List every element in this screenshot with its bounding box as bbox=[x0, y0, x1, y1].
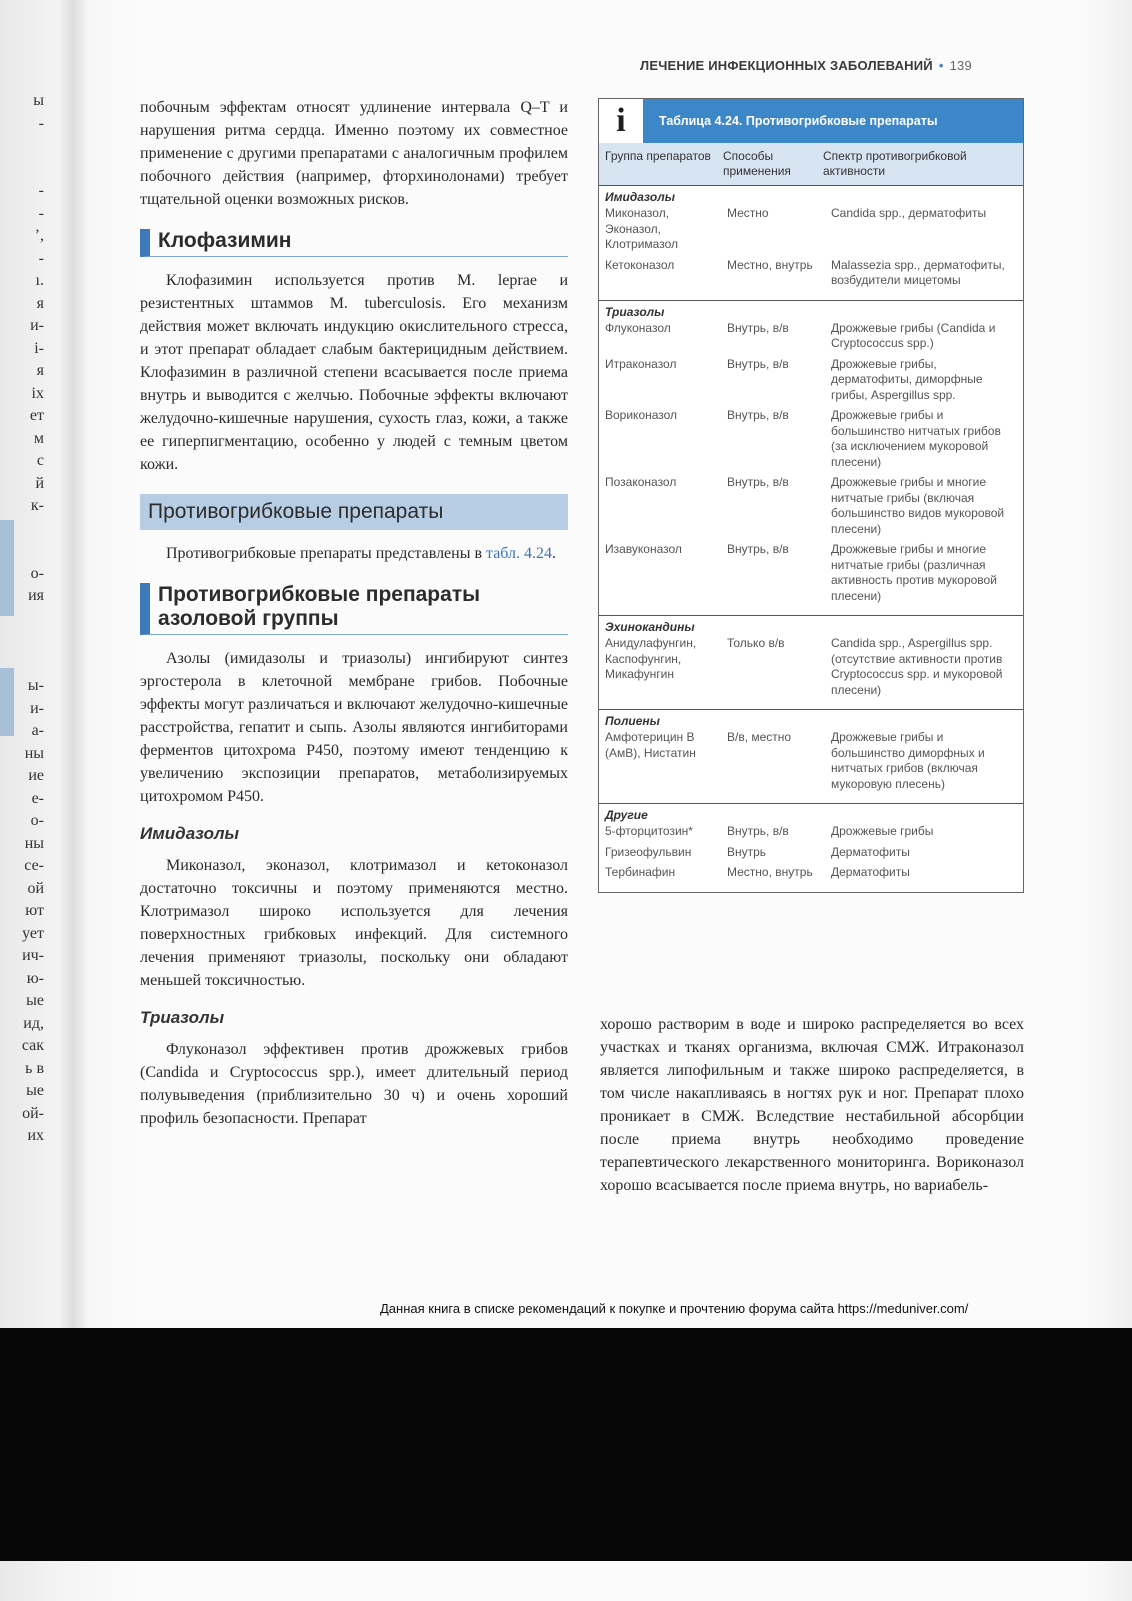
table-title-bar bbox=[599, 99, 1023, 143]
table-cell-spectrum: Дрожжевые грибы и большинство диморфных и нитчатых грибов (включая мукоровую плесень) bbox=[831, 730, 985, 791]
edge-text-fragment: сак bbox=[21, 1037, 44, 1054]
edge-text-fragment: ны bbox=[24, 744, 44, 762]
edge-text-fragment bbox=[0, 653, 44, 676]
edge-text-fragment: - bbox=[38, 249, 44, 267]
table-row bbox=[605, 408, 1017, 470]
right-text-column bbox=[600, 1013, 1024, 1197]
table-row bbox=[605, 865, 1017, 881]
table-cell-route: Внутрь, в/в bbox=[727, 542, 789, 556]
table-group bbox=[599, 301, 1023, 617]
edge-text-fragment: я bbox=[36, 294, 44, 312]
table-group-name: Триазолы bbox=[605, 304, 665, 319]
table-group bbox=[599, 710, 1023, 804]
edge-text-fragment: ич- bbox=[22, 947, 44, 964]
edge-text-fragment: их bbox=[27, 1127, 44, 1144]
edge-text-fragment: ы bbox=[33, 92, 44, 109]
table-row bbox=[605, 636, 1017, 698]
azoles-paragraph: Азолы (имидазолы и триазолы) ингибируют синтез эргостерола в клеточной мембране грибов. Побочные эффекты могут различаться и включают желудочно-кишечные расстройства, гепатит и сыпь. Азолы являются ингибиторами ферментов цитохрома P450, поэтому имеют тенденцию к увеличению экспозиции препаратов, метаболизируемых цитохромом P450. bbox=[140, 650, 568, 805]
edge-text-fragment: й bbox=[35, 474, 44, 492]
edge-text-fragment: с bbox=[36, 452, 44, 469]
edge-text-fragment: - bbox=[38, 204, 44, 222]
table-title: Таблица 4.24. Противогрибковые препараты bbox=[659, 114, 938, 128]
edge-text-fragment: о- bbox=[30, 812, 44, 829]
table-cell-spectrum: Дрожжевые грибы и большинство нитчатых грибов (за исключением мукоровой плесени) bbox=[831, 408, 1001, 469]
antifungal-paragraph bbox=[140, 542, 568, 565]
column-header-spectrum: Спектр противогрибковой активности bbox=[823, 149, 967, 178]
edge-text-fragment: ой bbox=[27, 879, 44, 897]
edge-text-fragment: - bbox=[38, 114, 44, 132]
edge-text-fragment: ю- bbox=[26, 969, 44, 987]
table-cell-drug: Позаконазол bbox=[605, 475, 677, 489]
subheading-imidazoles: Имидазолы bbox=[140, 824, 240, 843]
table-row bbox=[605, 357, 1017, 404]
table-cell-drug: Изавуконазол bbox=[605, 542, 682, 556]
table-cell-route: Внутрь, в/в bbox=[727, 824, 789, 838]
table-row bbox=[605, 475, 1017, 537]
previous-page-edge-text bbox=[0, 90, 44, 1148]
edge-text-fragment: ет bbox=[29, 407, 44, 424]
running-head bbox=[640, 58, 1030, 73]
table-cell-route: Только в/в bbox=[727, 636, 785, 650]
edge-text-fragment: ия bbox=[28, 587, 44, 604]
edge-text-fragment: о- bbox=[30, 564, 44, 582]
table-cell-route: Внутрь, в/в bbox=[727, 475, 789, 489]
table-group bbox=[599, 804, 1023, 892]
edge-text-fragment bbox=[0, 630, 44, 653]
intro-paragraph: побочным эффектам относят удлинение интервала Q–T и нарушения ритма сердца. Именно поэтому их совместное применение с другими препаратами с аналогичным профилем побочного действия (например, фторхинолонами) требует тщательной оценки возможных рисков. bbox=[140, 99, 568, 208]
table-cell-spectrum: Candida spp., дерматофиты bbox=[831, 206, 987, 220]
edge-text-fragment bbox=[0, 158, 44, 181]
edge-text-fragment bbox=[0, 518, 44, 541]
table-group bbox=[599, 186, 1023, 301]
table-cell-drug: 5-фторцитозин* bbox=[605, 824, 693, 838]
antifungal-table bbox=[598, 98, 1024, 893]
table-row bbox=[605, 824, 1017, 840]
edge-text-fragment: ы- bbox=[27, 677, 44, 694]
table-row bbox=[605, 542, 1017, 604]
subheading-triazoles: Триазолы bbox=[140, 1008, 225, 1027]
table-cell-route: Местно bbox=[727, 206, 769, 220]
table-group bbox=[599, 616, 1023, 710]
running-head-title: ЛЕЧЕНИЕ ИНФЕКЦИОННЫХ ЗАБОЛЕВАНИЙ bbox=[640, 58, 933, 73]
edge-text-fragment: я bbox=[36, 362, 44, 379]
edge-text-fragment: ует bbox=[22, 924, 44, 942]
edge-text-fragment: ые bbox=[26, 1082, 44, 1099]
table-cell-spectrum: Дерматофиты bbox=[831, 865, 910, 879]
info-icon: i bbox=[599, 99, 645, 143]
table-cell-route: Местно, внутрь bbox=[727, 257, 813, 272]
section-heading-clofazimine: Клофазимин bbox=[140, 229, 568, 257]
edge-text-fragment: і- bbox=[34, 339, 44, 357]
table-column-headers bbox=[599, 143, 1023, 186]
edge-text-fragment: и- bbox=[30, 699, 44, 717]
footer-note: Данная книга в списке рекомендаций к покупке и прочтению форума сайта https://meduniver.com/ bbox=[380, 1301, 969, 1316]
edge-text-fragment: и- bbox=[30, 317, 44, 334]
table-cell-drug: Миконазол, Эконазол, Клотримазол bbox=[605, 206, 678, 251]
edge-text-fragment bbox=[0, 135, 44, 158]
table-cell-spectrum: Malassezia spp., дерматофиты, возбудители мицетомы bbox=[831, 257, 1005, 287]
table-cell-spectrum: Дрожжевые грибы bbox=[831, 824, 934, 838]
edge-text-fragment: е- bbox=[31, 789, 44, 807]
antifungal-text-end: . bbox=[552, 545, 557, 562]
edge-text-fragment: ’, bbox=[34, 227, 44, 244]
column-header-group: Группа препаратов bbox=[605, 149, 711, 163]
edge-text-fragment: - bbox=[38, 182, 44, 199]
table-cell-route: Местно, внутрь bbox=[727, 865, 813, 879]
left-text-column bbox=[140, 96, 568, 1130]
table-cell-drug: Кетоконазол bbox=[605, 257, 675, 272]
column-header-route: Способы применения bbox=[723, 149, 791, 178]
clofazimine-paragraph: Клофазимин используется против M. leprae и резистентных штаммов M. tuberculosis. Его механизм действия может включать индукцию окислительного стресса, и этот препарат обладает слабым бактерицидным действием. Клофазимин в различной степени всасывается после приема внутрь и выводится с желчью. Побочные эффекты включают желудочно-кишечные нарушения, сухость глаз, кожи, а также ее гиперпигментацию, особенно у людей с темным цветом кожи. bbox=[140, 272, 568, 473]
edge-text-fragment: ые bbox=[26, 992, 44, 1009]
section-heading-antifungal: Противогрибковые препараты bbox=[140, 494, 568, 530]
edge-text-fragment: се- bbox=[24, 857, 44, 874]
table-row bbox=[605, 321, 1017, 352]
edge-text-fragment: к- bbox=[30, 497, 44, 514]
table-cell-drug: Тербинафин bbox=[605, 865, 676, 879]
table-group-name: Эхинокандины bbox=[605, 620, 695, 634]
table-cell-spectrum: Candida spp., Aspergillus spp. (отсутствие активности против Cryptococcus spp. и мукоровой плесени) bbox=[831, 636, 1003, 697]
table-row bbox=[605, 206, 1017, 253]
table-cell-drug: Итраконазол bbox=[605, 356, 677, 371]
table-cell-spectrum: Дрожжевые грибы и многие нитчатые грибы (различная активность против мукоровой плесени) bbox=[831, 542, 997, 603]
table-group-name: Имидазолы bbox=[605, 190, 675, 204]
edge-text-fragment: іх bbox=[31, 384, 44, 402]
table-cell-drug: Флуконазол bbox=[605, 320, 671, 335]
edge-text-fragment: ой- bbox=[22, 1104, 44, 1122]
antifungal-text: Противогрибковые препараты представлены в bbox=[166, 545, 487, 562]
table-row bbox=[605, 258, 1017, 289]
table-reference-link[interactable]: табл. 4.24 bbox=[486, 545, 553, 562]
table-cell-route: Внутрь, в/в bbox=[727, 320, 789, 335]
edge-text-fragment: а- bbox=[31, 722, 44, 739]
triazoles-paragraph: Флуконазол эффективен против дрожжевых грибов (Candida и Cryptococcus spp.), имеет длительный период полувыведения (приблизительно 30 ч) и очень хороший профиль безопасности. Препарат bbox=[140, 1041, 568, 1127]
edge-text-fragment: ид, bbox=[23, 1014, 44, 1032]
section-heading-azoles: Противогрибковые препараты азоловой группы bbox=[140, 583, 568, 635]
continuation-paragraph: хорошо растворим в воде и широко распределяется во всех участках и тканях организма, включая СМЖ. Итраконазол является липофильным и также широко распределяется, в том числе накапливаясь в ногтях рук и ног. Препарат плохо проникает в СМЖ. Вследствие нестабильной абсорбции после приема внутрь необходимо проведение терапевтического лекарственного мониторинга. Вориконазол хорошо всасывается после приема внутрь, но вариабель- bbox=[600, 1016, 1024, 1194]
table-cell-spectrum: Дрожжевые грибы, дерматофиты, диморфные грибы, Aspergillus spp. bbox=[831, 356, 983, 402]
table-cell-route: Внутрь, в/в bbox=[727, 356, 789, 371]
table-group-name: Другие bbox=[605, 808, 648, 822]
table-cell-spectrum: Дрожжевые грибы и многие нитчатые грибы (включая большинство видов мукоровой плесени) bbox=[831, 475, 1005, 536]
table-cell-drug: Анидулафунгин, Каспофунгин, Микафунгин bbox=[605, 636, 697, 681]
table-cell-route: Внутрь bbox=[727, 844, 767, 859]
running-head-separator: • bbox=[938, 58, 944, 73]
edge-text-fragment: ı. bbox=[35, 272, 44, 289]
table-cell-route: Внутрь, в/в bbox=[727, 408, 789, 422]
table-cell-drug: Вориконазол bbox=[605, 408, 678, 422]
edge-text-fragment: ют bbox=[25, 902, 44, 919]
edge-text-fragment: м bbox=[33, 429, 44, 447]
edge-text-fragment bbox=[0, 540, 44, 563]
page-number: 139 bbox=[949, 58, 972, 73]
edge-text-fragment: ие bbox=[28, 767, 44, 784]
table-row bbox=[605, 730, 1017, 792]
table-cell-route: В/в, местно bbox=[727, 730, 792, 744]
edge-text-fragment: ь в bbox=[25, 1059, 44, 1077]
edge-text-fragment bbox=[0, 608, 44, 631]
scan-bottom-band bbox=[0, 1328, 1132, 1561]
table-group-name: Полиены bbox=[605, 714, 660, 728]
page-fold-shadow bbox=[58, 0, 88, 1360]
table-cell-spectrum: Дерматофиты bbox=[831, 844, 910, 859]
table-cell-spectrum: Дрожжевые грибы (Candida и Cryptococcus spp.) bbox=[831, 320, 996, 350]
edge-text-fragment: ны bbox=[24, 834, 44, 852]
table-body bbox=[599, 186, 1023, 892]
table-cell-drug: Амфотерицин B (АмВ), Нистатин bbox=[605, 730, 696, 760]
table-row bbox=[605, 845, 1017, 861]
table-cell-drug: Гризеофульвин bbox=[605, 844, 692, 859]
imidazoles-paragraph: Миконазол, эконазол, клотримазол и кетоконазол достаточно токсичны и поэтому применяются местно. Клотримазол широко используется для лечения поверхностных грибковых инфекций. Для системного лечения применяют триазолы, поскольку они обладают меньшей токсичностью. bbox=[140, 857, 568, 989]
